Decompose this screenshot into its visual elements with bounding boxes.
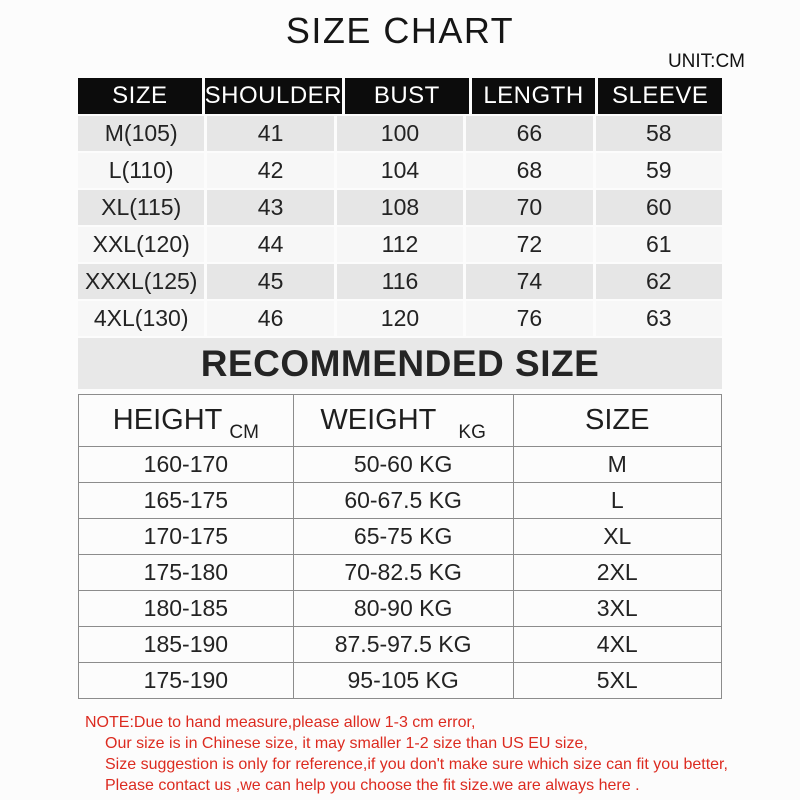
size-table-cell: 61	[596, 227, 722, 262]
size-table-row	[78, 301, 722, 336]
size-table-cell: 4XL(130)	[78, 301, 204, 336]
size-table-cell: 58	[596, 116, 722, 151]
recommended-table-cell: 70-82.5 KG	[293, 555, 513, 591]
recommended-table-row	[79, 591, 722, 627]
recommended-table-row	[79, 519, 722, 555]
size-table-cell: 63	[596, 301, 722, 336]
size-table-cell: 46	[207, 301, 333, 336]
size-table-cell: 59	[596, 153, 722, 188]
size-table-cell: 112	[337, 227, 463, 262]
size-table-header-cell: SLEEVE	[598, 78, 722, 114]
recommended-table-row	[79, 483, 722, 519]
weight-header-label: WEIGHT	[320, 404, 437, 436]
size-table-header-cell: BUST	[345, 78, 469, 114]
size-table-body	[78, 116, 722, 336]
unit-label: UNIT:CM	[667, 51, 745, 72]
height-header-label: HEIGHT	[112, 404, 223, 436]
height-header	[79, 395, 294, 447]
size-table-cell: 76	[466, 301, 592, 336]
recommended-table-cell: 170-175	[79, 519, 294, 555]
size-table	[78, 78, 722, 336]
size-table-cell: 108	[337, 190, 463, 225]
size-table-cell: XXXL(125)	[78, 264, 204, 299]
recommended-heading: RECOMMENDED SIZE	[78, 338, 722, 389]
size-table-cell: 116	[337, 264, 463, 299]
size-table-cell: 62	[596, 264, 722, 299]
recommended-table-cell: 3XL	[513, 591, 721, 627]
size-table-row	[78, 190, 722, 225]
recommended-table-cell: 185-190	[79, 627, 294, 663]
recommended-table-cell: 60-67.5 KG	[293, 483, 513, 519]
note	[85, 712, 800, 796]
recommended-table-cell: L	[513, 483, 721, 519]
size-table-header-cell: SHOULDER	[205, 78, 342, 114]
recommended-table-cell: 4XL	[513, 627, 721, 663]
recommended-table-cell: 5XL	[513, 663, 721, 699]
size-table-cell: 100	[337, 116, 463, 151]
recommended-table-row	[79, 555, 722, 591]
size-table-cell: 42	[207, 153, 333, 188]
recommended-table-row	[79, 627, 722, 663]
size-table-cell: XL(115)	[78, 190, 204, 225]
recommended-table-cell: 65-75 KG	[293, 519, 513, 555]
size-table-cell: 74	[466, 264, 592, 299]
recommended-table-cell: XL	[513, 519, 721, 555]
recommended-table-cell: 50-60 KG	[293, 447, 513, 483]
size-table-cell: 43	[207, 190, 333, 225]
size-table-cell: 70	[466, 190, 592, 225]
recommended-table	[78, 394, 722, 699]
recommended-table-cell: 175-180	[79, 555, 294, 591]
recommended-table-cell: 165-175	[79, 483, 294, 519]
size-table-cell: XXL(120)	[78, 227, 204, 262]
size-table-row	[78, 153, 722, 188]
size-table-cell: 66	[466, 116, 592, 151]
size-table-cell: 45	[207, 264, 333, 299]
size-table-cell: 104	[337, 153, 463, 188]
weight-header	[293, 395, 513, 447]
size-table-header-cell: SIZE	[78, 78, 202, 114]
size-table-cell: 41	[207, 116, 333, 151]
recommended-table-cell: 160-170	[79, 447, 294, 483]
recommended-table-cell: 175-190	[79, 663, 294, 699]
note-line: Size suggestion is only for reference,if you don't make sure which size can fit you better,	[105, 756, 728, 773]
size-table-header-cell: LENGTH	[472, 78, 596, 114]
note-line: NOTE:Due to hand measure,please allow 1-3 cm error,	[85, 714, 476, 731]
recommended-table-row	[79, 447, 722, 483]
size-table-row	[78, 227, 722, 262]
recommended-table-cell: 95-105 KG	[293, 663, 513, 699]
note-line: Please contact us ,we can help you choose the fit size.we are always here .	[105, 777, 640, 794]
size-header	[513, 395, 721, 447]
size-table-cell: L(110)	[78, 153, 204, 188]
recommended-table-row	[79, 663, 722, 699]
recommended-table-cell: 80-90 KG	[293, 591, 513, 627]
note-line: Our size is in Chinese size, it may smaller 1-2 size than US EU size,	[105, 735, 588, 752]
weight-unit-label: KG	[458, 422, 486, 443]
size-header-label: SIZE	[585, 404, 650, 436]
page-title: SIZE CHART	[285, 10, 515, 51]
height-unit-label: CM	[229, 422, 259, 443]
recommended-table-cell: 87.5-97.5 KG	[293, 627, 513, 663]
size-table-cell: 120	[337, 301, 463, 336]
size-table-cell: M(105)	[78, 116, 204, 151]
recommended-table-cell: 180-185	[79, 591, 294, 627]
size-table-cell: 68	[466, 153, 592, 188]
recommended-header-row	[79, 395, 722, 447]
size-table-header-row	[78, 78, 722, 114]
size-table-row	[78, 116, 722, 151]
recommended-table-cell: M	[513, 447, 721, 483]
recommended-table-cell: 2XL	[513, 555, 721, 591]
size-table-cell: 72	[466, 227, 592, 262]
size-table-row	[78, 264, 722, 299]
size-table-cell: 44	[207, 227, 333, 262]
size-table-cell: 60	[596, 190, 722, 225]
